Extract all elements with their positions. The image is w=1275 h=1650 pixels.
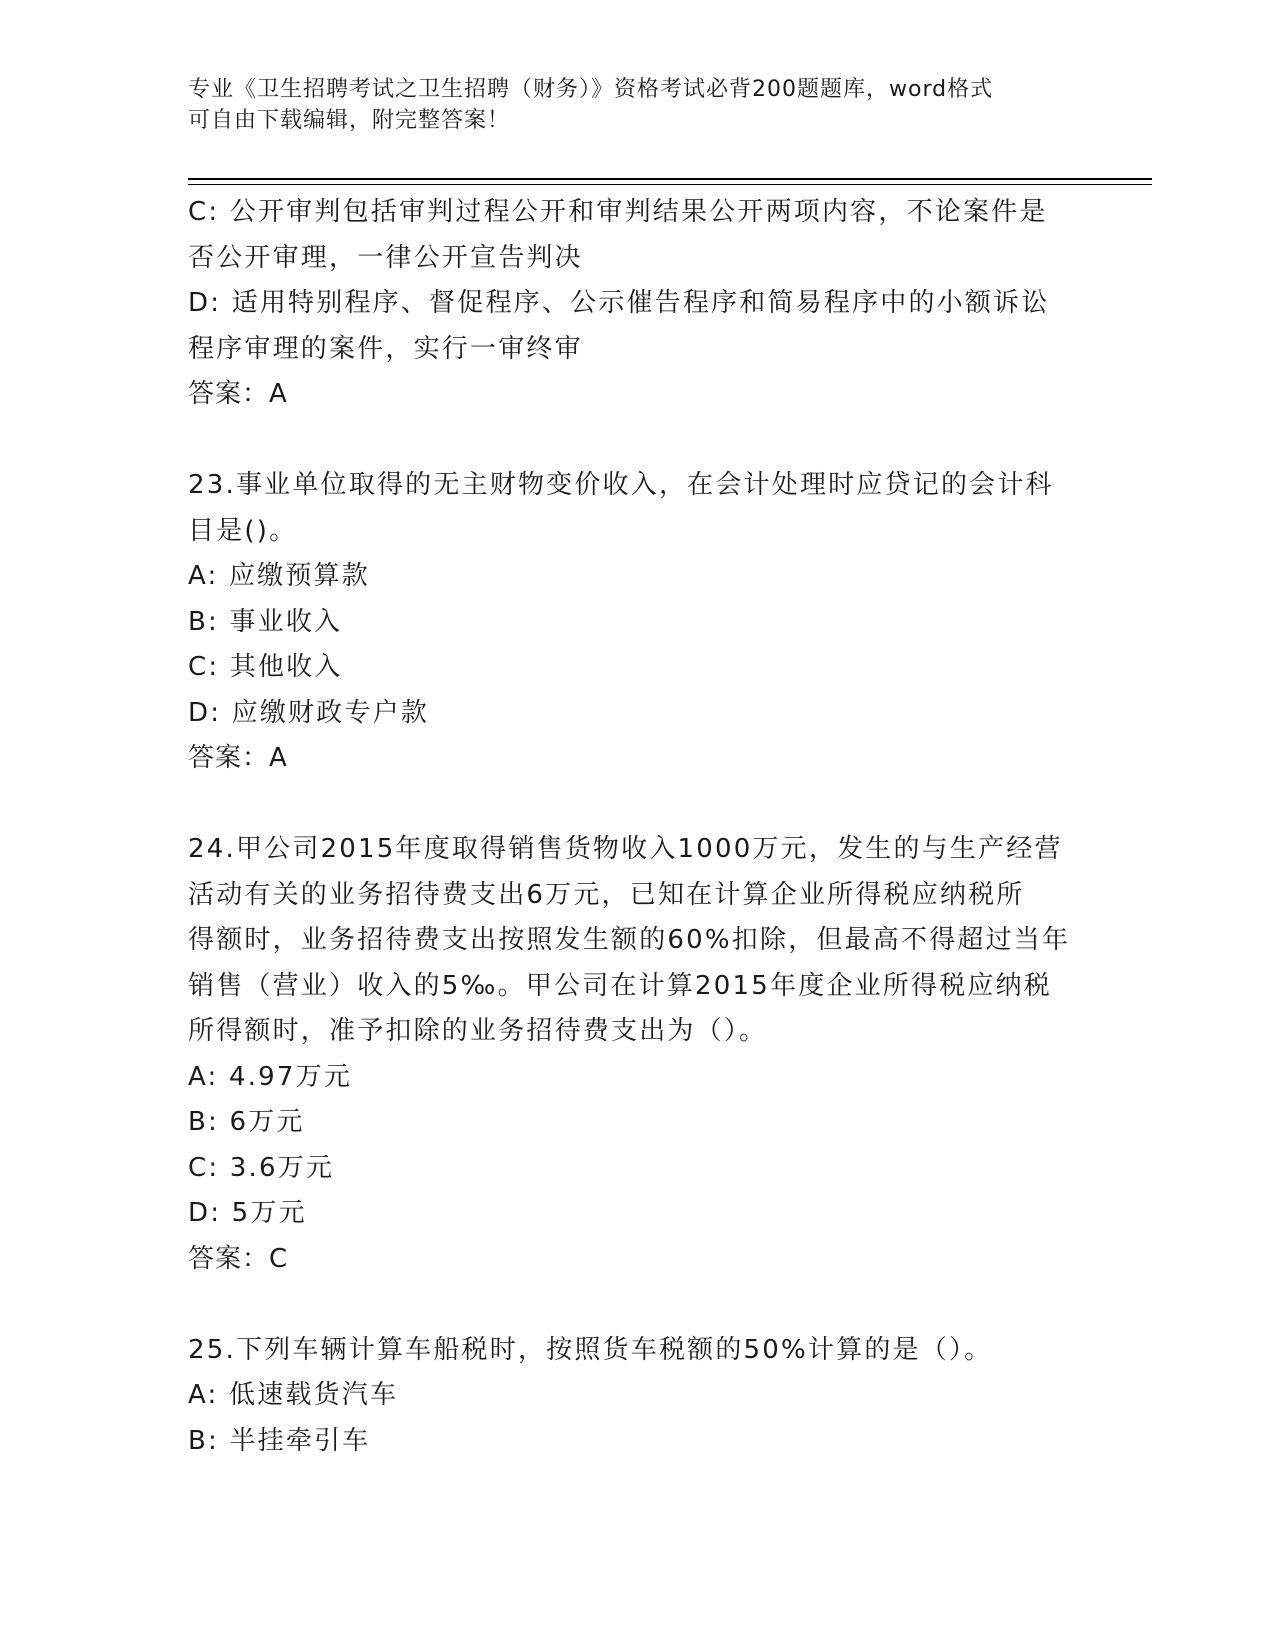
option-d-line-1: D: 适用特别程序、督促程序、公示催告程序和简易程序中的小额诉讼 [188,288,1050,318]
option-c: C: 其他收入 [188,652,343,682]
option-c: C: 3.6万元 [188,1152,335,1183]
answer-label: 答案：C [188,1243,289,1274]
question-23 [188,463,1088,782]
option-a: A: 低速载货汽车 [188,1380,399,1410]
question-text-line-1: 24.甲公司2015年度取得销售货物收入1000万元，发生的与生产经营 [188,834,1063,864]
document-header [188,74,1088,136]
question-24 [188,827,1088,1282]
option-b: B: 事业收入 [188,606,343,637]
answer-label: 答案：A [188,743,288,773]
question-text-line-4: 销售（营业）收入的5‰。甲公司在计算2015年度企业所得税应纳税 [188,970,1052,1001]
question-25 [188,1328,1088,1465]
option-c-line-2: 否公开审理，一律公开宣告判决 [188,242,583,273]
header-divider-thin [188,184,1152,185]
header-title-line-2: 可自由下载编辑，附完整答案！ [188,108,511,133]
spacer [188,418,1088,464]
option-d-line-2: 程序审理的案件，实行一审终审 [188,333,583,364]
question-text-line-1: 23.事业单位取得的无主财物变价收入，在会计处理时应贷记的会计科 [188,470,1054,500]
question-text-line-2: 活动有关的业务招待费支出6万元，已知在计算企业所得税应纳税所 [188,879,1025,910]
header-title-line-1: 专业《卫生招聘考试之卫生招聘（财务）》资格考试必背200题题库，word格式 [188,77,994,102]
question-text-line-5: 所得额时，准予扣除的业务招待费支出为（）。 [188,1016,768,1046]
question-22-continued [188,190,1088,418]
question-text-line-1: 25.下列车辆计算车船税时，按照货车税额的50%计算的是（）。 [188,1334,993,1365]
spacer [188,782,1088,828]
question-text-line-2: 目是()。 [188,515,298,546]
option-a: A: 4.97万元 [188,1061,353,1092]
option-d: D: 应缴财政专户款 [188,697,430,728]
document-body [188,190,1088,1464]
option-b: B: 半挂牵引车 [188,1425,371,1456]
option-d: D: 5万元 [188,1198,307,1228]
header-divider-thick [188,178,1152,180]
option-a: A: 应缴预算款 [188,561,370,591]
spacer [188,1282,1088,1328]
question-text-line-3: 得额时，业务招待费支出按照发生额的60%扣除，但最高不得超过当年 [188,925,1071,955]
option-c-line-1: C: 公开审判包括审判过程公开和审判结果公开两项内容，不论案件是 [188,197,1048,227]
option-b: B: 6万元 [188,1107,305,1137]
answer-label: 答案：A [188,379,288,409]
